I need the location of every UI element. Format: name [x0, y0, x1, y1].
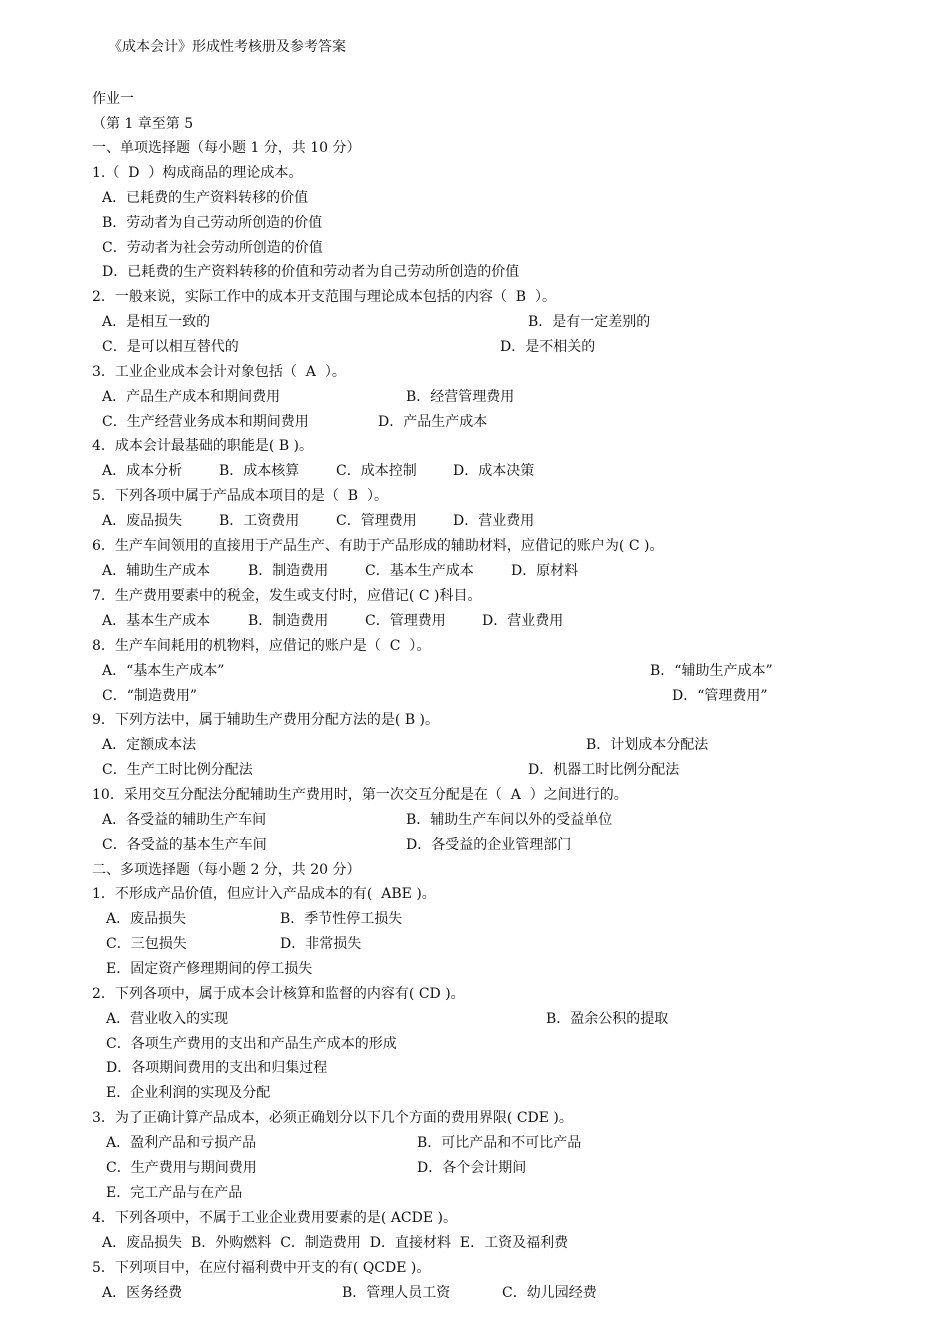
option-d: D．机器工时比例分配法 [528, 762, 680, 778]
option-d: D．营业费用 [482, 613, 564, 629]
option-a: A．盈利产品和亏损产品 [106, 1135, 257, 1151]
option-d: D．非常损失 [280, 936, 362, 952]
option-c: C．是可以相互替代的 [102, 339, 239, 355]
option-b: B．成本核算 [219, 463, 300, 479]
option-b: B．劳动者为自己劳动所创造的价值 [102, 215, 323, 231]
option-d: D．营业费用 [453, 513, 535, 529]
option-a: A．废品损失 [102, 513, 183, 529]
section-heading-single-choice: 一、单项选择题（每小题 1 分，共 10 分） [92, 140, 361, 156]
option-b: B．盈余公积的提取 [546, 1011, 669, 1027]
option-b: B．是有一定差别的 [528, 314, 651, 330]
option-b: B．工资费用 [219, 513, 300, 529]
options-line: A．废品损失 B．外购燃料 C．制造费用 D．直接材料 E．工资及福利费 [102, 1235, 569, 1251]
option-c: C．生产费用与期间费用 [106, 1160, 257, 1176]
option-d: D．各项期间费用的支出和归集过程 [106, 1060, 328, 1076]
option-a: A．废品损失 [106, 911, 187, 927]
option-d: D．已耗费的生产资料转移的价值和劳动者为自己劳动所创造的价值 [102, 264, 520, 280]
option-c: C．三包损失 [106, 936, 187, 952]
question-stem: 5．下列各项中属于产品成本项目的是（ B ）。 [92, 488, 388, 504]
question-stem: 7．生产费用要素中的税金，发生或支付时，应借记( C )科目。 [92, 588, 482, 604]
option-c: C．各项生产费用的支出和产品生产成本的形成 [106, 1036, 397, 1052]
option-a: A．成本分析 [102, 463, 183, 479]
option-b: B．计划成本分配法 [586, 737, 709, 753]
option-d: D．原材料 [511, 563, 579, 579]
option-d: D．各受益的企业管理部门 [406, 837, 572, 853]
option-b: B．制造费用 [248, 613, 329, 629]
option-b: B．可比产品和不可比产品 [417, 1135, 582, 1151]
question-stem: 6．生产车间领用的直接用于产品生产、有助于产品形成的辅助材料，应借记的账户为( C )。 [92, 538, 664, 554]
question-stem: 4．下列各项中，不属于工业企业费用要素的是( ACDE )。 [92, 1210, 457, 1226]
question-stem: 5．下列项目中，在应付福利费中开支的有( QCDE )。 [92, 1260, 431, 1276]
option-c: C．成本控制 [336, 463, 417, 479]
question-stem: 4．成本会计最基础的职能是( B )。 [92, 438, 314, 454]
question-stem: 2．下列各项中，属于成本会计核算和监督的内容有( CD )。 [92, 986, 465, 1002]
option-b: B．季节性停工损失 [280, 911, 403, 927]
option-b: B．管理人员工资 [342, 1285, 451, 1301]
assignment-title: 作业一 [92, 91, 134, 107]
chapter-range: （第 1 章至第 5 [92, 116, 194, 132]
option-b: B．“辅助生产成本” [650, 663, 773, 679]
option-d: D．是不相关的 [500, 339, 596, 355]
option-a: A．定额成本法 [102, 737, 197, 753]
question-stem: 3．为了正确计算产品成本，必须正确划分以下几个方面的费用界限( CDE )。 [92, 1110, 573, 1126]
option-e: E．固定资产修理期间的停工损失 [106, 961, 313, 977]
option-d: D．各个会计期间 [417, 1160, 527, 1176]
option-c: C．生产经营业务成本和期间费用 [102, 414, 309, 430]
option-a: A．已耗费的生产资料转移的价值 [102, 190, 309, 206]
question-stem: 1．不形成产品价值，但应计入产品成本的有( ABE )。 [92, 886, 436, 902]
option-c: C．“制造费用” [102, 688, 198, 704]
option-d: D．产品生产成本 [378, 414, 488, 430]
question-stem: 2．一般来说，实际工作中的成本开支范围与理论成本包括的内容（ B ）。 [92, 289, 556, 305]
option-b: B．制造费用 [248, 563, 329, 579]
option-d: D．成本决策 [453, 463, 535, 479]
option-a: A．“基本生产成本” [102, 663, 225, 679]
option-c: C．各受益的基本生产车间 [102, 837, 267, 853]
option-a: A．基本生产成本 [102, 613, 211, 629]
question-stem: 1.（ D ）构成商品的理论成本。 [92, 165, 303, 181]
option-c: C．劳动者为社会劳动所创造的价值 [102, 240, 323, 256]
option-c: C．管理费用 [336, 513, 417, 529]
option-a: A．各受益的辅助生产车间 [102, 812, 267, 828]
option-e: E．完工产品与在产品 [106, 1185, 243, 1201]
question-stem: 3．工业企业成本会计对象包括（ A ）。 [92, 364, 346, 380]
document-title: 《成本会计》形成性考核册及参考答案 [108, 39, 346, 55]
option-c: C．管理费用 [365, 613, 446, 629]
option-a: A．产品生产成本和期间费用 [102, 389, 281, 405]
option-a: A．医务经费 [102, 1285, 183, 1301]
option-c: C．幼儿园经费 [502, 1285, 597, 1301]
option-a: A．是相互一致的 [102, 314, 211, 330]
option-e: E．企业利润的实现及分配 [106, 1085, 271, 1101]
option-a: A．营业收入的实现 [106, 1011, 229, 1027]
option-d: D．“管理费用” [672, 688, 768, 704]
question-stem: 8．生产车间耗用的机物料，应借记的账户是（ C ）。 [92, 638, 431, 654]
option-b: B．辅助生产车间以外的受益单位 [406, 812, 613, 828]
question-stem: 9．下列方法中，属于辅助生产费用分配方法的是( B )。 [92, 712, 440, 728]
option-c: C．基本生产成本 [365, 563, 474, 579]
question-stem: 10．采用交互分配法分配辅助生产费用时，第一次交互分配是在（ A ）之间进行的。 [92, 787, 628, 803]
option-b: B．经营管理费用 [406, 389, 515, 405]
option-a: A．辅助生产成本 [102, 563, 211, 579]
section-heading-multiple-choice: 二、多项选择题（每小题 2 分，共 20 分） [92, 862, 361, 878]
option-c: C．生产工时比例分配法 [102, 762, 253, 778]
